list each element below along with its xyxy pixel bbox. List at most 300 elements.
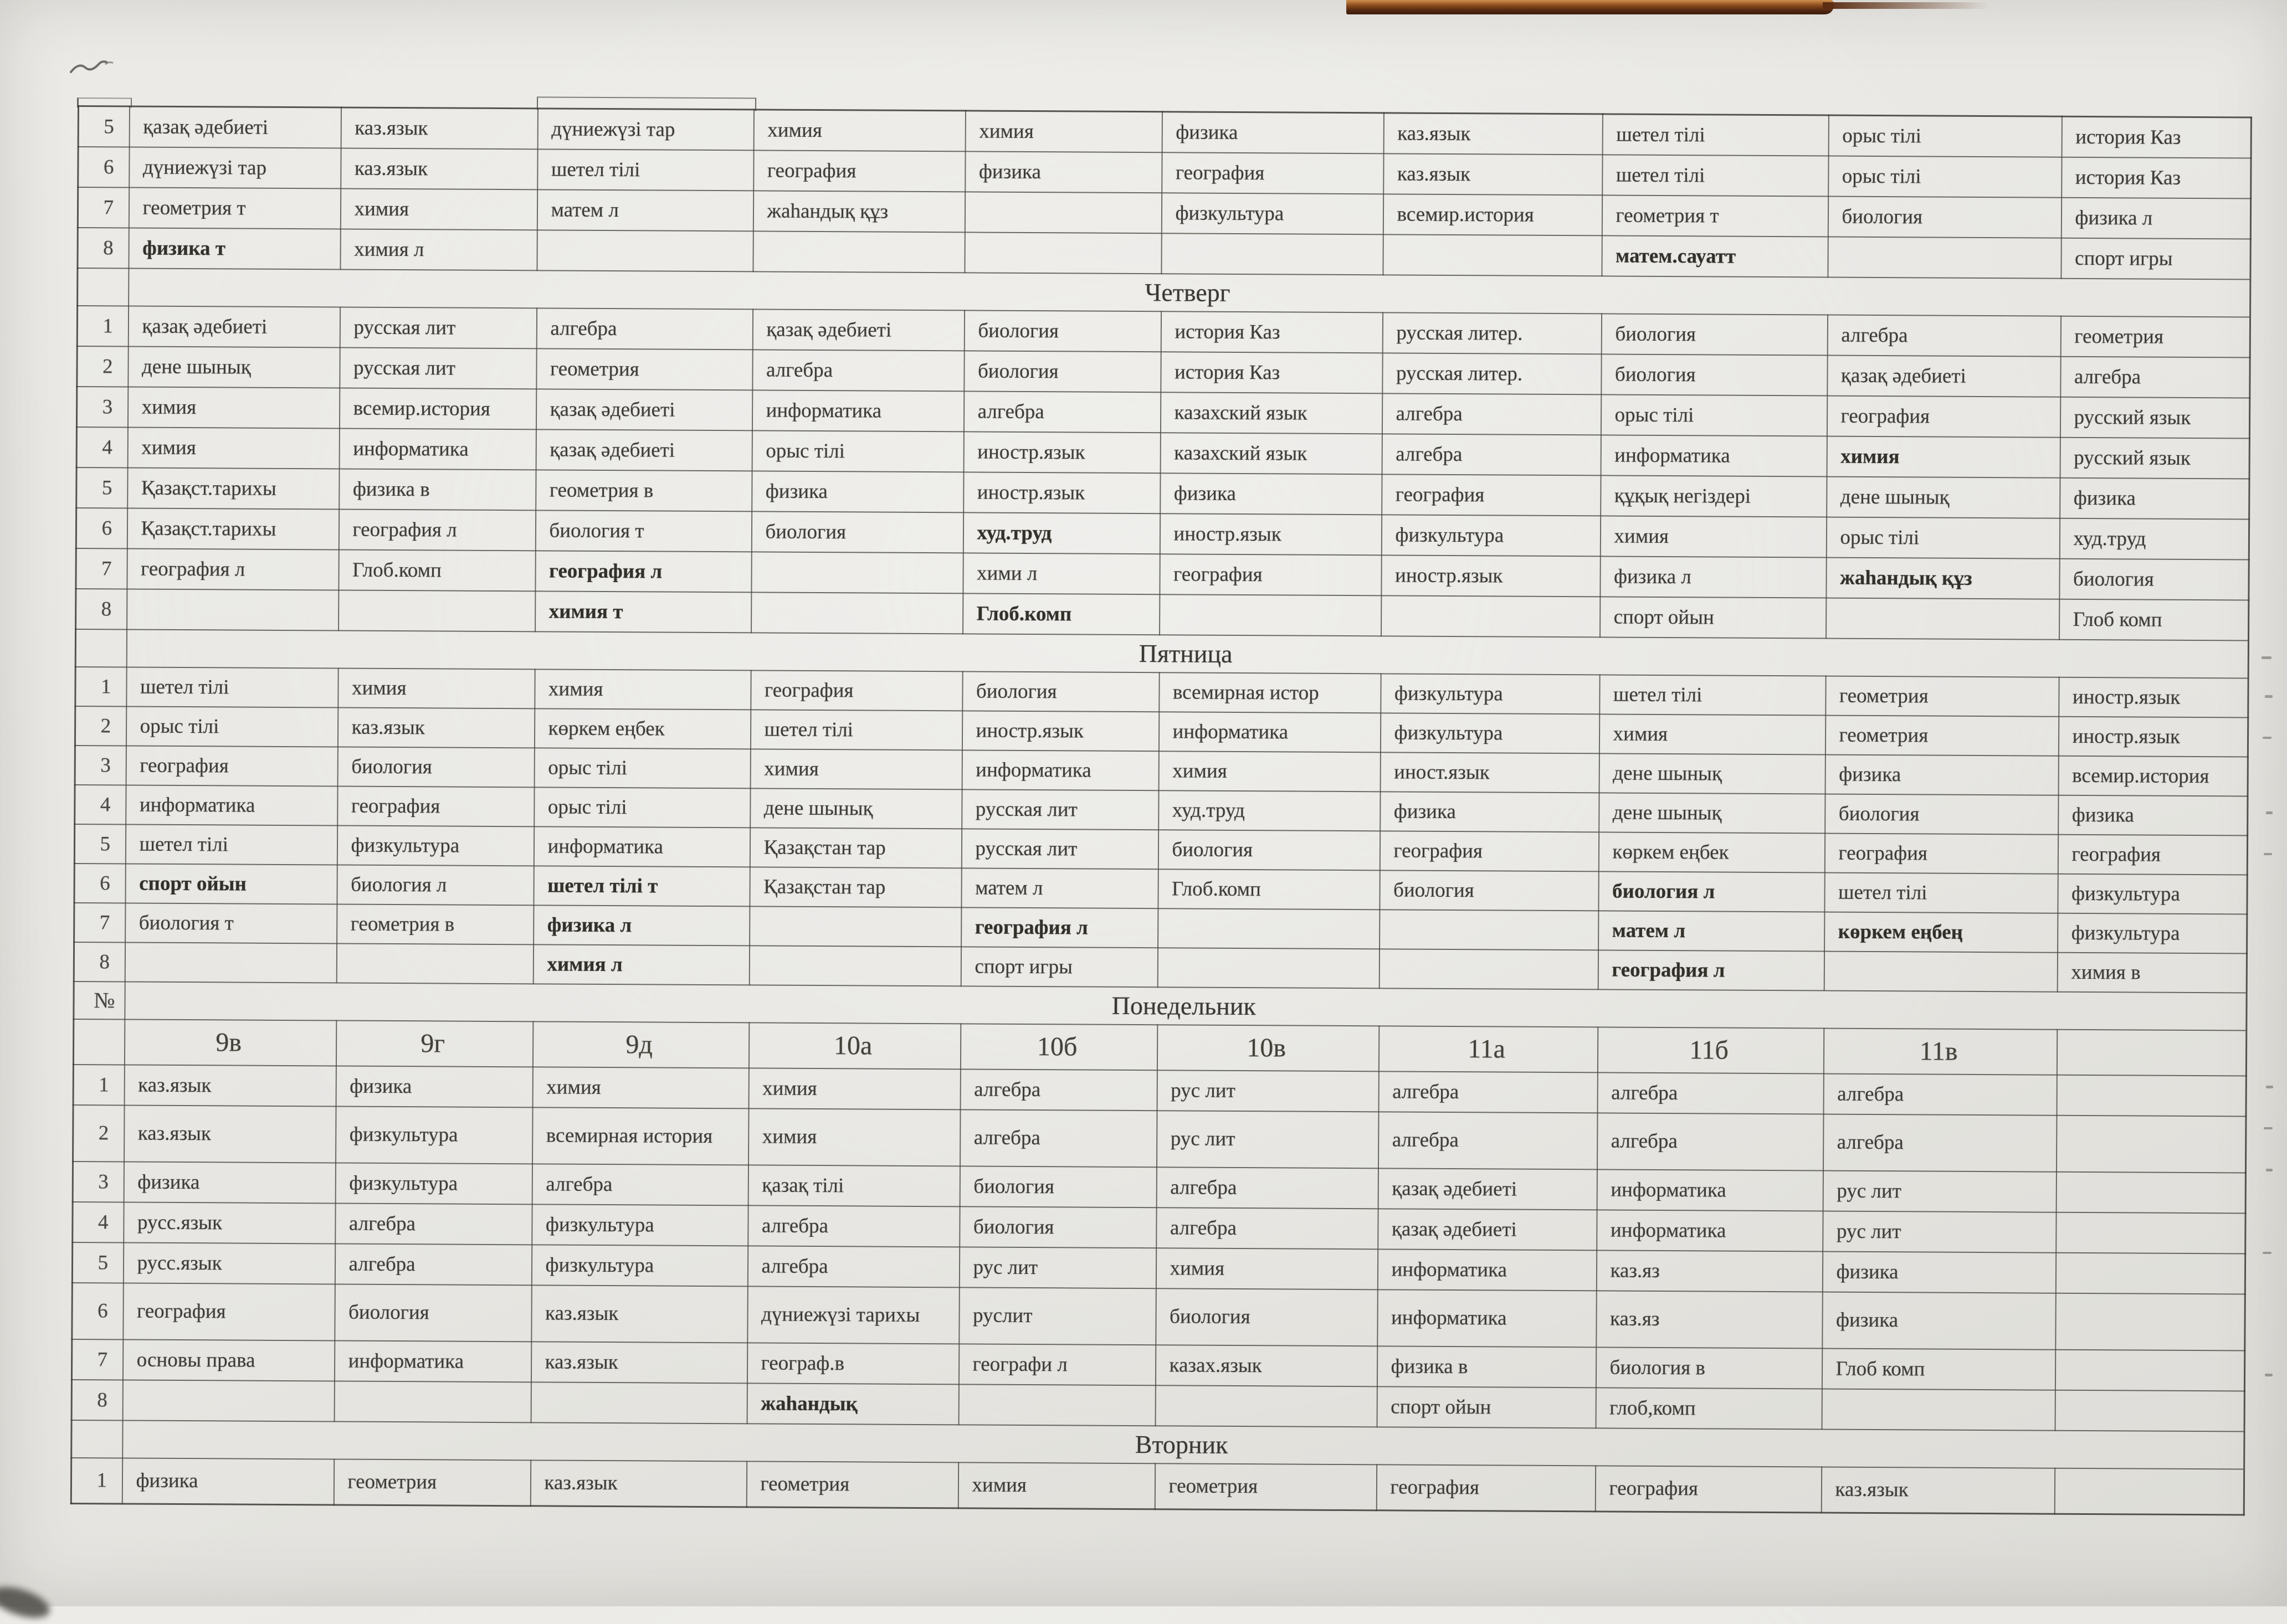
subject-cell: геометрия <box>746 1461 958 1508</box>
subject-cell <box>751 592 963 634</box>
subject-cell: география <box>1595 1466 1821 1513</box>
subject-cell: алгебра <box>1378 1112 1597 1169</box>
subject-cell: русс.язык <box>123 1242 335 1284</box>
subject-cell <box>1822 1389 2055 1431</box>
day-header-friday: Пятница <box>126 629 2248 678</box>
subject-cell: физкультура <box>1381 674 1599 714</box>
subject-cell: химия т <box>535 591 751 633</box>
subject-cell: всемирная истор <box>1159 672 1381 713</box>
subject-cell: физкультура <box>531 1245 747 1286</box>
subject-cell: шетел тілі <box>1602 155 1828 196</box>
subject-cell <box>2055 1293 2245 1351</box>
class-header-cell: 10в <box>1157 1025 1378 1071</box>
subject-cell <box>1157 948 1379 988</box>
row-number-cell <box>75 629 126 667</box>
subject-cell <box>2054 1468 2244 1515</box>
subject-cell: геометрия <box>536 348 752 390</box>
row-number-cell: 5 <box>76 467 127 508</box>
row-number-cell: 7 <box>74 903 125 942</box>
subject-cell: Қазақстан тар <box>750 828 961 868</box>
subject-cell: всемир.история <box>2058 756 2248 796</box>
subject-cell: иностр.язык <box>1381 555 1600 597</box>
subject-cell: химия <box>1158 751 1380 792</box>
subject-cell: физика <box>752 471 963 512</box>
subject-cell: дене шынық <box>128 346 340 388</box>
subject-cell: биология т <box>535 510 751 552</box>
subject-cell: физика л <box>2061 198 2250 239</box>
subject-cell: география <box>126 746 337 786</box>
subject-cell: геометрия в <box>337 904 534 944</box>
subject-cell: химия л <box>340 229 537 270</box>
subject-cell: география <box>1382 474 1601 516</box>
subject-cell: химия <box>958 1462 1155 1509</box>
subject-cell: биология <box>960 1206 1156 1248</box>
row-number-cell <box>71 1420 122 1458</box>
subject-cell: физкультура <box>2058 913 2247 954</box>
subject-cell: алгебра <box>1597 1072 1823 1114</box>
subject-cell: биология <box>1158 830 1380 870</box>
subject-cell: қазақ тілі <box>748 1165 960 1206</box>
class-header-cell: 9д <box>532 1021 748 1068</box>
subject-cell: алгебра <box>747 1246 959 1287</box>
subject-cell: химия <box>532 1067 748 1108</box>
subject-cell: шетел тілі т <box>534 866 750 906</box>
subject-cell: худ.труд <box>2059 518 2249 560</box>
subject-cell: алгебра <box>963 391 1160 433</box>
subject-cell: глоб,комп <box>1596 1387 1822 1429</box>
class-header-cell: 10а <box>748 1022 960 1069</box>
subject-cell: рус лит <box>1823 1171 2056 1212</box>
subject-cell: алгебра <box>532 1164 748 1205</box>
subject-cell: қазақ әдебиеті <box>536 389 752 430</box>
subject-cell: информатика <box>962 750 1158 790</box>
class-header-cell: 11б <box>1597 1027 1823 1073</box>
subject-cell: шетел тілі <box>125 824 337 865</box>
subject-cell: Глоб комп <box>1822 1349 2055 1390</box>
subject-cell: орыс тілі <box>1601 394 1827 436</box>
row-number-cell: 8 <box>76 589 127 629</box>
row-number-cell: 7 <box>76 548 127 589</box>
subject-cell: информатика <box>1377 1289 1597 1347</box>
class-header-cell: 9в <box>124 1019 336 1066</box>
subject-cell: физика <box>1822 1292 2056 1350</box>
subject-cell: физика <box>1380 792 1599 832</box>
row-number-cell: 2 <box>77 346 128 387</box>
subject-cell: қазақ әдебиеті <box>752 309 964 351</box>
subject-cell <box>2055 1390 2244 1432</box>
subject-cell: орыс тілі <box>1826 517 2059 559</box>
subject-cell: Глоб комп <box>2059 599 2248 641</box>
subject-cell: химия <box>340 188 537 230</box>
subject-cell: русский язык <box>2060 438 2249 479</box>
timetable-sheet <box>70 105 2252 1516</box>
subject-cell: каз.язык <box>341 107 537 149</box>
subject-cell: биология л <box>337 865 534 905</box>
subject-cell <box>1381 595 1600 637</box>
subject-cell: каз.язык <box>531 1342 747 1383</box>
subject-cell <box>1158 908 1380 949</box>
subject-cell: геометрия <box>2060 316 2250 358</box>
day-header-monday: Понедельник <box>125 981 2247 1030</box>
subject-cell: хими л <box>963 553 1160 594</box>
scan-edge-fragment <box>2264 853 2272 855</box>
subject-cell: шетел тілі <box>1602 114 1828 156</box>
scan-top-edge-strip <box>1346 0 1834 14</box>
subject-cell: алгебра <box>1823 1114 2057 1172</box>
row-number-cell: 8 <box>74 942 125 981</box>
day-header-tuesday: Вторник <box>122 1420 2244 1469</box>
subject-cell: алгебра <box>1156 1167 1378 1209</box>
subject-cell: рус лит <box>1157 1070 1378 1112</box>
subject-cell: физика <box>1825 755 2058 795</box>
subject-cell: Қазақст.тарихы <box>127 508 339 549</box>
class-header-cell: 10б <box>960 1024 1157 1070</box>
subject-cell: каз.язык <box>124 1065 336 1106</box>
subject-cell: физика л <box>534 905 750 945</box>
subject-cell: физика в <box>339 469 536 510</box>
row-number-cell: 1 <box>77 306 128 346</box>
subject-cell: геометрия <box>1825 716 2058 756</box>
subject-cell <box>749 945 961 986</box>
subject-cell: биология <box>1156 1288 1378 1346</box>
subject-cell: спорт ойын <box>1600 597 1826 638</box>
subject-cell <box>753 231 965 273</box>
subject-cell: алгебра <box>960 1109 1157 1167</box>
subject-cell: физкультура <box>1161 193 1383 234</box>
subject-cell: алгебра <box>1378 1071 1597 1113</box>
subject-cell: химия <box>1600 516 1826 557</box>
subject-cell <box>2056 1172 2245 1214</box>
subject-cell: всемир.история <box>339 388 536 429</box>
subject-cell: биология <box>335 1284 532 1342</box>
subject-cell: алгебра <box>335 1203 532 1245</box>
subject-cell: геометрия <box>1155 1463 1376 1510</box>
subject-cell: геометрия т <box>129 187 340 229</box>
subject-cell <box>2057 1075 2246 1117</box>
subject-cell: орыс тілі <box>126 706 337 747</box>
subject-cell: қазақ әдебиеті <box>536 429 752 471</box>
cutoff-cell-box <box>537 96 756 111</box>
subject-cell: көркем еңбек <box>534 708 750 749</box>
subject-cell: рус лит <box>959 1247 1156 1288</box>
row-number-cell: 8 <box>78 228 129 268</box>
row-number-cell: 5 <box>72 1242 123 1283</box>
row-number-cell: 7 <box>78 187 129 228</box>
subject-cell: каз.яз <box>1596 1291 1823 1348</box>
subject-cell <box>339 590 535 631</box>
row-number-cell: 1 <box>73 1065 124 1105</box>
subject-cell <box>958 1384 1155 1426</box>
subject-cell: спорт ойын <box>125 864 337 904</box>
subject-cell: информатика <box>1377 1249 1596 1291</box>
class-header-cell: 9г <box>336 1020 532 1067</box>
subject-cell: каз.язык <box>1383 113 1602 155</box>
subject-cell: көркем еңбек <box>1598 832 1824 872</box>
subject-cell: физика <box>2060 478 2249 520</box>
row-number-cell: 2 <box>73 1105 125 1162</box>
subject-cell: биология <box>2059 559 2249 600</box>
subject-cell: химия <box>1827 436 2060 478</box>
subject-cell: биология <box>1825 794 2058 835</box>
subject-cell: худ.труд <box>1158 790 1380 831</box>
row-number-cell: 2 <box>75 706 126 746</box>
subject-cell: худ.труд <box>963 512 1160 554</box>
subject-cell: русс.язык <box>124 1202 335 1243</box>
row-number-cell <box>78 268 129 306</box>
subject-cell: алгебра <box>1156 1207 1378 1249</box>
subject-cell: русская литер. <box>1382 312 1601 354</box>
subject-cell: география л <box>127 548 339 590</box>
subject-cell: спорт ойын <box>1377 1386 1596 1428</box>
subject-cell: қазақ әдебиеті <box>1378 1168 1597 1210</box>
subject-cell <box>2056 1116 2246 1173</box>
subject-cell: география <box>337 786 534 826</box>
scan-edge-fragment <box>2266 1169 2273 1171</box>
row-number-cell: 6 <box>72 1283 124 1339</box>
subject-cell: русская лит <box>961 829 1158 869</box>
subject-cell: шетел тілі <box>537 149 753 191</box>
subject-cell: физкультура <box>337 825 534 866</box>
subject-cell: қазақ әдебиеті <box>1827 356 2060 397</box>
subject-cell: география <box>753 150 965 192</box>
subject-cell: иностр.язык <box>963 472 1160 513</box>
subject-cell <box>122 1380 334 1421</box>
subject-cell: физкультура <box>1380 713 1599 753</box>
subject-cell: шетел тілі <box>750 710 962 750</box>
subject-cell: Қазақст.тарихы <box>127 467 339 509</box>
subject-cell: история Каз <box>1161 311 1382 353</box>
subject-cell: химия <box>750 749 962 789</box>
subject-cell: рус лит <box>1156 1111 1378 1168</box>
subject-cell: Қазақстан тар <box>750 867 961 907</box>
subject-cell: шетел тілі <box>1599 675 1826 715</box>
subject-cell: физика <box>2058 795 2248 836</box>
subject-cell: дүниежүзі тарихы <box>747 1286 960 1344</box>
subject-cell: всемир.история <box>1383 194 1602 235</box>
subject-cell: алгебра <box>1823 1074 2057 1116</box>
subject-cell: физкультура <box>336 1106 533 1164</box>
subject-cell: химия <box>127 427 339 469</box>
subject-cell <box>1155 1385 1377 1427</box>
subject-cell <box>1161 233 1383 275</box>
subject-cell: физика <box>1160 473 1382 515</box>
subject-cell: история Каз <box>2062 157 2251 199</box>
subject-cell: информатика <box>1601 435 1827 476</box>
subject-cell <box>1380 909 1598 950</box>
subject-cell: география <box>1376 1464 1595 1512</box>
subject-cell: русская лит <box>340 307 536 348</box>
subject-cell: матем.сауатт <box>1602 235 1828 277</box>
subject-cell: биология <box>1601 354 1827 395</box>
subject-cell: химия <box>1156 1248 1377 1289</box>
subject-cell: информатика <box>339 428 536 470</box>
subject-cell: жаһандық құз <box>753 191 965 232</box>
scan-edge-fragment <box>2263 737 2271 739</box>
subject-cell: биология <box>1828 197 2061 238</box>
subject-cell: геометрия в <box>536 470 752 511</box>
subject-cell: биология <box>337 747 534 787</box>
scan-edge-fragment <box>2266 1086 2273 1088</box>
row-number-cell: 3 <box>75 746 126 785</box>
subject-cell: биология в <box>1596 1347 1822 1389</box>
row-number-cell: № <box>74 981 125 1019</box>
subject-cell <box>965 232 1161 274</box>
subject-cell: физика л <box>1600 556 1826 598</box>
subject-cell: биология л <box>1598 871 1824 912</box>
row-number-cell: 1 <box>75 667 126 706</box>
subject-cell: алгебра <box>1382 393 1601 435</box>
row-number-cell: 7 <box>71 1339 122 1380</box>
subject-cell <box>751 552 963 593</box>
class-header-cell: 11в <box>1823 1029 2057 1075</box>
subject-cell: казахский язык <box>1160 392 1382 434</box>
subject-cell: география л <box>961 907 1158 948</box>
row-number-cell: 3 <box>76 387 127 427</box>
subject-cell: информатика <box>534 826 750 867</box>
subject-cell <box>125 942 336 983</box>
subject-cell: матем л <box>1598 911 1824 951</box>
subject-cell: физика в <box>1377 1346 1596 1387</box>
subject-cell: иностр.язык <box>963 431 1160 473</box>
subject-cell: география <box>1162 152 1383 194</box>
subject-cell <box>334 1381 531 1422</box>
subject-cell: физика <box>1162 112 1383 154</box>
subject-cell: география <box>1827 396 2060 438</box>
subject-cell: каз.язык <box>337 707 534 748</box>
subject-cell <box>2056 1212 2245 1254</box>
subject-cell: геометрия т <box>1602 195 1828 237</box>
row-number-cell: 4 <box>76 427 127 467</box>
timetable-body <box>71 106 2251 1515</box>
subject-cell: казахский язык <box>1160 433 1382 474</box>
subject-cell <box>127 589 339 630</box>
subject-cell: физика <box>122 1458 334 1504</box>
subject-cell: географи л <box>958 1344 1155 1385</box>
subject-cell <box>2055 1350 2244 1391</box>
subject-cell: қазақ әдебиеті <box>128 306 340 347</box>
subject-cell: алгебра <box>1382 434 1601 475</box>
subject-cell: дене шынық <box>750 788 962 829</box>
class-header-cell: 11а <box>1378 1026 1597 1072</box>
subject-cell: химия <box>127 387 339 428</box>
subject-cell: иност.язык <box>1380 752 1599 793</box>
scan-edge-fragment <box>2264 1127 2273 1129</box>
row-number-cell <box>73 1019 124 1065</box>
subject-cell: шетел тілі <box>126 667 338 707</box>
subject-cell: Глоб.комп <box>963 593 1160 635</box>
subject-cell: химия <box>748 1068 960 1109</box>
subject-cell: Глоб.комп <box>1158 869 1380 909</box>
subject-cell: всемирная история <box>532 1107 749 1165</box>
subject-cell: орыс тілі <box>752 430 963 472</box>
subject-cell: орыс тілі <box>534 748 750 788</box>
pen-mark <box>66 49 150 85</box>
subject-cell: география л <box>1598 950 1824 990</box>
row-number-cell: 4 <box>73 1202 124 1242</box>
subject-cell: биология <box>964 351 1161 392</box>
subject-cell: информатика <box>752 390 963 431</box>
subject-cell <box>1828 237 2061 279</box>
subject-cell: руслит <box>959 1287 1156 1345</box>
subject-cell: биология <box>964 310 1161 352</box>
subject-cell: Глоб.комп <box>339 549 535 591</box>
subject-cell: география л <box>535 551 751 592</box>
subject-cell: матем л <box>961 868 1158 908</box>
scan-corner-shadow <box>0 1581 53 1624</box>
subject-cell: биология <box>751 511 963 553</box>
subject-cell: русская лит <box>962 789 1158 830</box>
subject-cell: орыс тілі <box>1828 115 2062 157</box>
subject-cell: алгебра <box>1597 1113 1823 1170</box>
subject-cell: орыс тілі <box>534 787 750 828</box>
subject-cell: алгебра <box>335 1243 531 1285</box>
subject-cell: геометрия <box>334 1459 530 1505</box>
subject-cell: геометрия <box>1826 676 2059 717</box>
subject-cell: каз.язык <box>341 148 537 189</box>
subject-cell: иностр.язык <box>1160 513 1381 555</box>
scan-edge-fragment <box>2265 1374 2273 1376</box>
subject-cell: орыс тілі <box>1828 156 2062 198</box>
subject-cell: русская лит <box>340 347 536 389</box>
subject-cell: география <box>751 670 962 711</box>
subject-cell: химия <box>965 111 1162 152</box>
subject-cell: дене шынық <box>1599 793 1825 833</box>
subject-cell: информатика <box>1158 712 1380 752</box>
subject-cell: география <box>1824 834 2058 874</box>
subject-cell: химия <box>535 669 751 710</box>
subject-cell: спорт игры <box>2061 238 2250 280</box>
subject-cell: жаһандық құз <box>1826 558 2059 599</box>
subject-cell: алгебра <box>752 350 964 391</box>
subject-cell: география <box>123 1283 335 1340</box>
row-number-cell: 1 <box>71 1458 122 1504</box>
subject-cell: географ.в <box>747 1343 958 1384</box>
subject-cell <box>965 192 1161 233</box>
subject-cell: казах.язык <box>1155 1345 1377 1386</box>
row-number-cell: 4 <box>75 785 126 824</box>
subject-cell: основы права <box>122 1339 334 1381</box>
subject-cell: информатика <box>334 1340 531 1382</box>
subject-cell <box>531 1382 747 1423</box>
subject-cell: дене шынық <box>1599 753 1825 794</box>
row-number-cell: 6 <box>76 508 127 548</box>
subject-cell: физкультура <box>335 1163 532 1204</box>
subject-cell: русский язык <box>2060 397 2249 439</box>
subject-cell: физкультура <box>2058 874 2247 914</box>
subject-cell: информатика <box>1597 1169 1823 1211</box>
subject-cell: география <box>2058 835 2247 875</box>
row-number-cell: 3 <box>73 1162 124 1202</box>
subject-cell: история Каз <box>2062 116 2251 158</box>
subject-cell: география <box>1380 831 1598 871</box>
subject-cell: физика <box>1822 1252 2055 1293</box>
subject-cell: биология <box>1380 870 1598 911</box>
subject-cell: химия в <box>2057 953 2247 993</box>
subject-cell: шетел тілі <box>1824 873 2058 913</box>
subject-cell: русская литер. <box>1382 353 1601 394</box>
subject-cell <box>336 943 533 984</box>
subject-cell: химия <box>753 110 965 151</box>
subject-cell: физкультура <box>532 1204 748 1246</box>
subject-cell: физика <box>965 151 1162 193</box>
subject-cell <box>537 230 753 271</box>
subject-cell: алгебра <box>960 1069 1157 1111</box>
row-number-cell: 6 <box>74 864 125 903</box>
subject-cell: каз.язык <box>530 1460 746 1507</box>
subject-cell: иностр.язык <box>2058 717 2248 757</box>
scan-edge-fragment <box>2265 695 2273 698</box>
subject-cell: география <box>1160 554 1381 595</box>
